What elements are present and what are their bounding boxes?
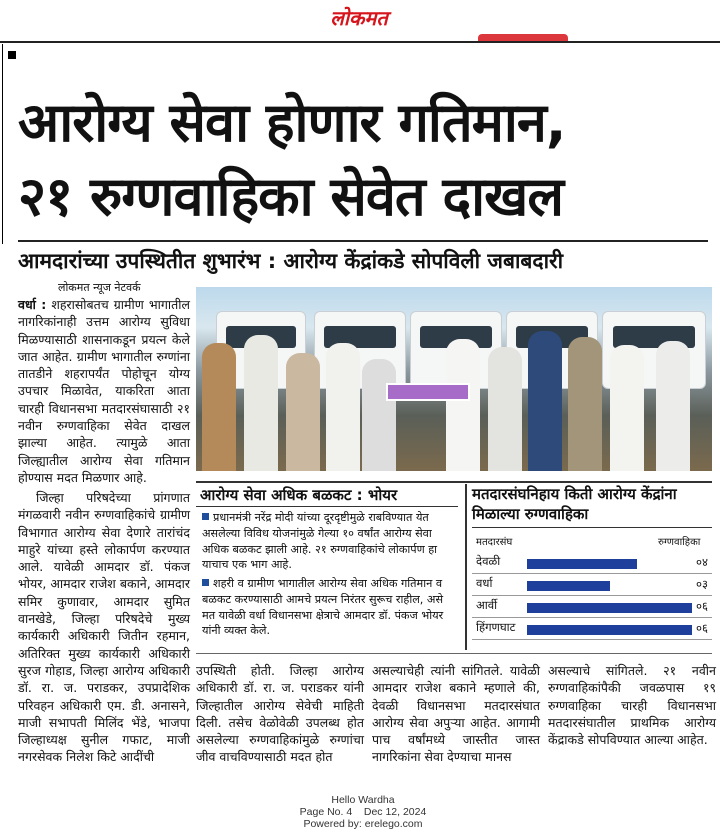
chart-row-divider (472, 595, 712, 596)
chart-title: मतदारसंघनिहाय किती आरोग्य केंद्रांना मिळाल्या रुग्णवाहिका (472, 485, 677, 523)
chart-title-rule (472, 527, 712, 528)
person (568, 337, 602, 471)
top-rule (0, 41, 720, 43)
chart-row-divider (472, 617, 712, 618)
person (656, 341, 690, 471)
sidebar-box-rule (196, 506, 458, 507)
lower-rule (196, 653, 712, 654)
chart-value-label: ०६ (696, 621, 708, 635)
article-column-3: असल्याचेही त्यांनी सांगितले. यावेळी आमदार राजेश बकाने म्हणाले की, देवळी विधानसभा मतदारसंघात आरोग्य सेवा अपुऱ्या आहेत. आगामी पाच वर्षांमध्ये जास्तीत जास्त नागरिकांना सेवा देण्याचा मानस (372, 663, 540, 765)
chart-value-label: ०४ (696, 555, 708, 569)
person (610, 345, 644, 471)
person (202, 343, 236, 471)
chart-category-label: हिंगणघाट (476, 620, 516, 634)
headline-rule (18, 240, 708, 242)
person (326, 343, 360, 471)
sidebar-box-title: आरोग्य सेवा अधिक बळकट : भोयर (200, 486, 398, 504)
section-marker (8, 51, 16, 59)
article-column-1b: जिल्हा परिषदेच्या प्रांगणात मंगळवारी नवीन रुग्णवाहिकांचे ग्रामीण विभागात आरोग्य सेवा देणारे तारांचंद माहुरे यांच्या हस्ते लोकार्पण करण्यात आले. यावेळी आमदार डॉ. पंकज भोयर, आमदार राजेश बकाने, आमदार समिर कुणावार, आमदार सुमित वानखेडे, जिल्हा परिषदेचे मुख्य कार्यकारी अधिकारी जितीन रहमान, अतिरिक्त मुख्य कार्यकारी अधिकारी सुरज गोहाड, जिल्हा आरोग्य अधिकारी डॉ. रा. ज. पराडकर, उपप्रादेशिक परिवहन अधिकारी एम. डी. अनासने, माजी सभापती मिलिंद भेंडे, भाजपा जिल्हाध्यक्ष सुनील गफाट, माजी नगरसेवक निलेश किटे आदींची (18, 490, 190, 765)
footer-powered-by: Powered by: erelego.com (303, 818, 423, 830)
article-column-1 (18, 296, 190, 486)
person (286, 353, 320, 471)
bullet-text: शहरी व ग्रामीण भागातील आरोग्य सेवा अधिक गतिमान व बळकट करण्यासाठी आमचे प्रयत्न निरंतर सुरूच राहील, असे मत यावेळी वर्धा विधानसभा क्षेत्राचे आमदार डॉ. पंकज भोयर यांनी व्यक्त केले. (202, 577, 444, 638)
chart-column-header-ambulances: रुग्णवाहिका (658, 537, 701, 548)
chart-bar (527, 625, 692, 635)
chart-category-label: आर्वी (476, 598, 498, 612)
article-column-4: असल्याचे सांगितले. २१ नवीन रुग्णवाहिकांपैकी जवळपास १९ रुग्णवाहिका चारही विधानसभा मतदारसंघातील प्राथमिक आरोग्य केंद्राकडे सोपविण्यात आल्या आहेत. (548, 663, 716, 748)
left-rule (2, 44, 3, 244)
headline-line-2: २१ रुग्णवाहिका सेवेत दाखल (18, 165, 563, 228)
person (488, 347, 522, 471)
article-text-1: शहरासोबतच ग्रामीण भागातील नागरिकांनाही उत्तम आरोग्य सुविधा मिळण्यासाठी शासनाकडून प्रयत्न केले जात आहेत. ग्रामीण भागातील रुग्णांना तातडीने शहरापर्यंत पोहोचून योग्य उपचार मिळावेत, याकरिता आता चारही विधानसभा मतदारसंघासाठी २१ नवीन रुग्णवाहिका सेवेत दाखल झाल्या आहेत. त्यामुळे आता जिल्ह्यातील आरोग्य सेवा गतिमान होण्यास मदत मिळणार आहे. (18, 297, 190, 485)
box-top-rule (196, 481, 712, 483)
article-column-2: उपस्थिती होती. जिल्हा आरोग्य अधिकारी डॉ. रा. ज. पराडकर यांनी जिल्हातील आरोग्य सेवेची माहिती दिली. तसेच वेळोवेळी उपलब्ध होत असलेल्या रुग्णवाहिकांमुळे रुग्णांचा जीव वाचविण्यासाठी मदत होत (196, 663, 364, 765)
bullet-item (202, 510, 454, 573)
person (244, 335, 278, 471)
bullet-square-icon (202, 513, 209, 520)
person (528, 331, 562, 471)
subheadline: आमदारांच्या उपस्थितीत शुभारंभ : आरोग्य केंद्रांकडे सोपविली जबाबदारी (18, 249, 564, 273)
chart-value-label: ०३ (696, 577, 708, 591)
footer-edition: Hello Wardha (331, 794, 395, 806)
bullet-item (202, 576, 454, 639)
chart-row-divider (472, 639, 712, 640)
chart-row-divider (472, 573, 712, 574)
person (362, 359, 396, 471)
chart-bar (527, 559, 637, 569)
chart-bar (527, 603, 692, 613)
news-photo (196, 287, 712, 471)
chart-column-header-constituency: मतदारसंघ (476, 537, 513, 548)
masthead (0, 0, 720, 40)
headline-line-1: आरोग्य सेवा होणार गतिमान, (18, 91, 566, 154)
person (446, 339, 480, 471)
footer-page-date: Page No. 4 Dec 12, 2024 (299, 806, 427, 818)
bullet-text: प्रधानमंत्री नरेंद्र मोदी यांच्या दूरदृष्टीमुळे राबविण्यात येत असलेल्या विविध योजनांमुळे गेल्या १० वर्षांत आरोग्य सेवा अधिक बळकट झाली आहे. २१ रुग्णवाहिकांचे लोकार्पण हा याचाच एक भाग आहे. (202, 511, 438, 572)
page-footer (283, 794, 443, 830)
bullet-square-icon (202, 579, 209, 586)
chart-bar (527, 581, 610, 591)
ribbon-banner (386, 383, 470, 401)
box-separator (465, 484, 467, 650)
chart-value-label: ०६ (696, 599, 708, 613)
newspaper-logo: लोकमत (330, 6, 388, 30)
chart-category-label: देवळी (476, 554, 501, 568)
dateline: वर्धा : (18, 297, 47, 312)
byline: लोकमत न्यूज नेटवर्क (58, 281, 141, 294)
chart-category-label: वर्धा (476, 576, 493, 590)
